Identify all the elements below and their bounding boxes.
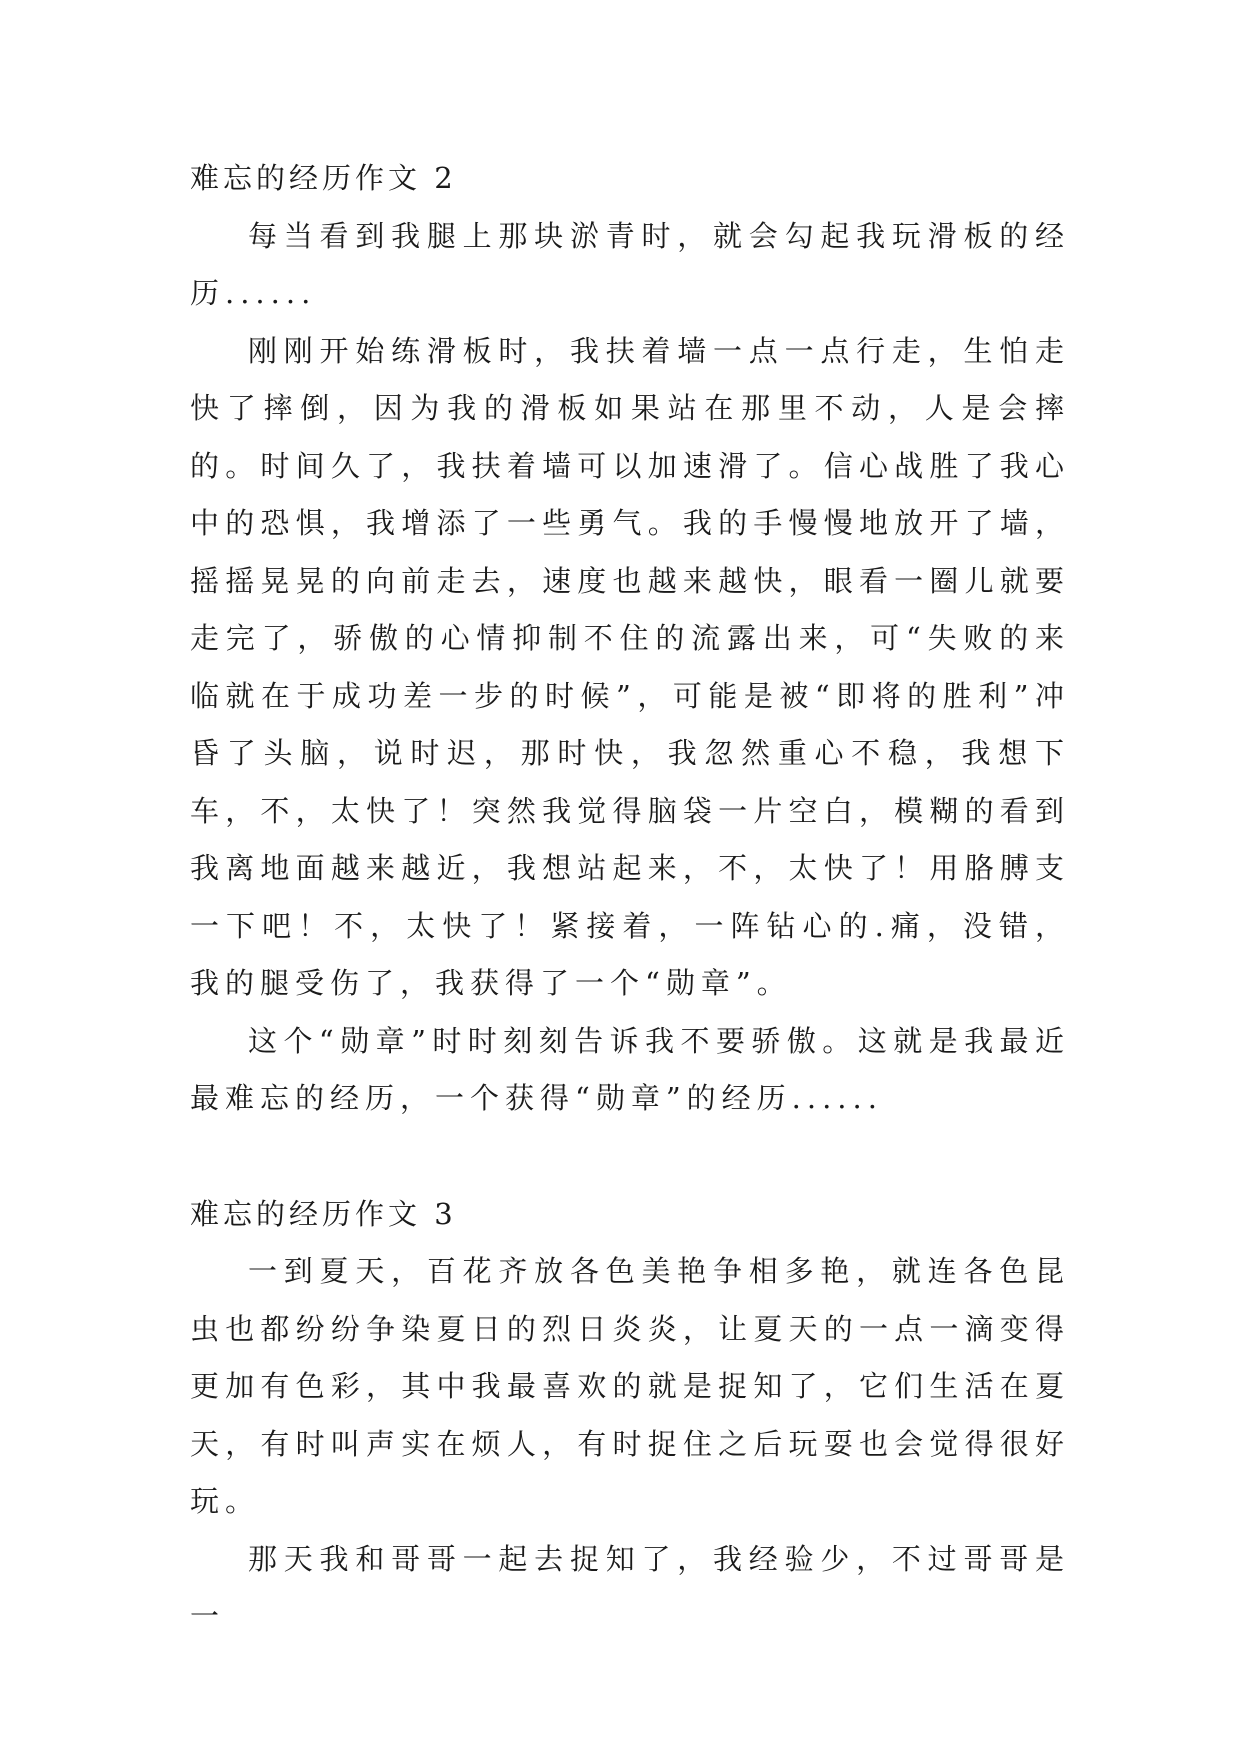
section-spacer: [190, 1128, 1070, 1186]
section-title: 难忘的经历作文 3: [190, 1196, 457, 1231]
document-page: [190, 150, 1070, 1646]
paragraph: 一到夏天，百花齐放各色美艳争相多艳，就连各色昆虫也都纷纷争染夏日的烈日炎炎，让夏天的一点一滴变得更加有色彩，其中我最喜欢的就是捉知了，它们生活在夏天，有时叫声实在烦人，有时捉住之后玩耍也会觉得很好玩。: [190, 1254, 1070, 1518]
paragraph: 这个“勋章”时时刻刻告诉我不要骄傲。这就是我最近最难忘的经历，一个获得“勋章”的经历......: [190, 1023, 1070, 1115]
paragraph: 刚刚开始练滑板时，我扶着墙一点一点行走，生怕走快了摔倒，因为我的滑板如果站在那里不动，人是会摔的。时间久了，我扶着墙可以加速滑了。信心战胜了我心中的恐惧，我增添了一些勇气。我的手慢慢地放开了墙，摇摇晃晃的向前走去，速度也越来越快，眼看一圈儿就要走完了，骄傲的心情抑制不住的流露出来，可“失败的来临就在于成功差一步的时候”，可能是被“即将的胜利”冲昏了头脑，说时迟，那时快，我忽然重心不稳，我想下车，不，太快了！突然我觉得脑袋一片空白，模糊的看到我离地面越来越近，我想站起来，不，太快了！用胳膊支一下吧！不，太快了！紧接着，一阵钻心的.痛，没错，我的腿受伤了，我获得了一个“勋章”。: [190, 333, 1070, 1000]
section-title: 难忘的经历作文 2: [190, 161, 457, 195]
paragraph: 每当看到我腿上那块淤青时，就会勾起我玩滑板的经历......: [190, 218, 1070, 310]
paragraph: 那天我和哥哥一起去捉知了，我经验少，不过哥哥是一: [190, 1541, 1070, 1633]
